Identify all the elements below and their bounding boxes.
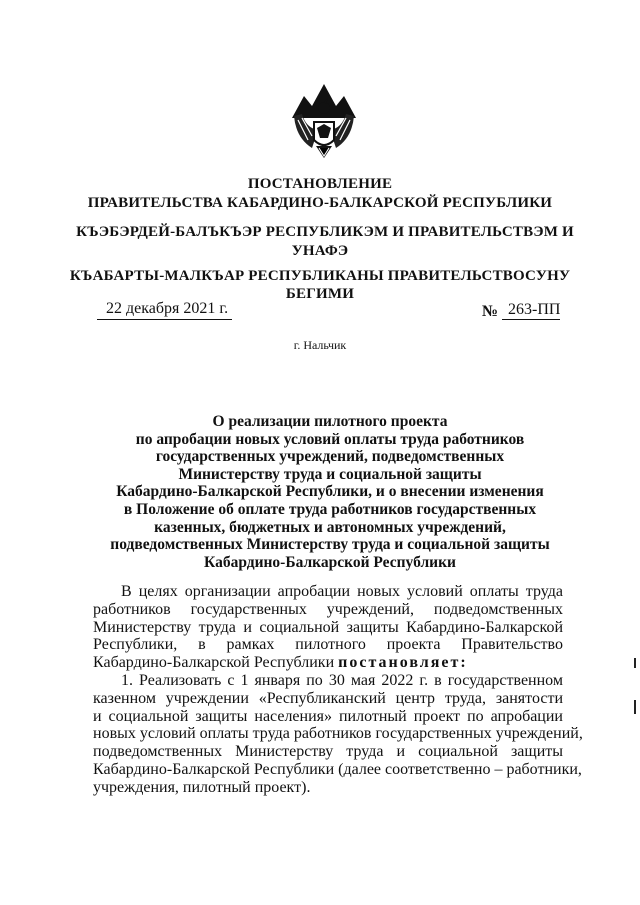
scan-edge-mark	[634, 658, 636, 668]
title-line: по апробации новых условий оплаты труда работников	[135, 430, 525, 448]
body-text: Кабардино-Балкарской Республики	[93, 654, 335, 672]
doc-type-heading: ПОСТАНОВЛЕНИЕ	[247, 176, 393, 192]
preamble-paragraph	[93, 583, 563, 672]
government-name-ru: ПРАВИТЕЛЬСТВА КАБАРДИНО-БАЛКАРСКОЙ РЕСПУБЛИКИ	[87, 195, 553, 211]
title-line: Кабардино-Балкарской Республики	[204, 553, 456, 571]
body-line: и социальной защиты населения» пилотный проект по апробации	[93, 707, 563, 725]
document-title	[90, 413, 570, 571]
date-underline	[97, 319, 232, 320]
document-date: 22 декабря 2021 г.	[106, 300, 229, 317]
title-line: казенных, бюджетных и автономных учреждений,	[154, 518, 506, 536]
body-line: работников государственных учреждений, подведомственных	[93, 600, 563, 618]
title-line: подведомственных Министерству труда и социальной защиты	[110, 536, 550, 554]
coat-of-arms-emblem	[288, 78, 360, 160]
government-name-kbd-line1: КЪЭБЭРДЕЙ-БАЛЪКЪЭР РЕСПУБЛИКЭМ И ПРАВИТЕЛЬСТВЭМ И	[76, 224, 574, 240]
body-line: новых условий оплаты труда работников государственных учреждений,	[93, 725, 583, 743]
decree-word: постановляет:	[338, 654, 468, 672]
body-line: подведомственных Министерству труда и социальной защиты	[93, 743, 563, 761]
government-name-kbd-line2: УНАФЭ	[291, 243, 349, 259]
title-line: Министерству труда и социальной защиты	[178, 465, 482, 483]
body-line: казенном учреждении «Республиканский центр труда, занятости	[93, 689, 563, 707]
government-name-krc-line1: КЪАБАРТЫ-МАЛКЪАР РЕСПУБЛИКАНЫ ПРАВИТЕЛЬСТВОСУНУ	[69, 268, 571, 284]
document-number: 263-ПП	[508, 301, 561, 318]
government-name-krc-line2: БЕГИМИ	[285, 286, 355, 302]
title-line: в Положение об оплате труда работников государственных	[123, 500, 537, 518]
body-line: Министерству труда и социальной защиты Кабардино-Балкарской	[93, 618, 563, 636]
body-line	[93, 654, 563, 672]
title-line: О реализации пилотного проекта	[212, 413, 448, 430]
number-label: №	[482, 303, 499, 320]
body-line: Республики, в рамках пилотного проекта Правительство	[93, 636, 563, 654]
body-line: В целях организации апробации новых условий оплаты труда	[121, 583, 563, 600]
body-line: Кабардино-Балкарской Республики (далее соответственно – работники,	[93, 760, 582, 778]
city: г. Нальчик	[293, 338, 347, 352]
title-line: Кабардино-Балкарской Республики, и о внесении изменения	[116, 483, 544, 501]
scan-edge-mark	[634, 700, 636, 714]
body-line: учреждения, пилотный проект).	[93, 778, 311, 796]
title-line: государственных учреждений, подведомственных	[155, 448, 505, 466]
number-underline	[502, 319, 560, 320]
paragraph-1	[93, 672, 583, 797]
body-line: 1. Реализовать с 1 января по 30 мая 2022 г. в государственном	[121, 672, 563, 689]
